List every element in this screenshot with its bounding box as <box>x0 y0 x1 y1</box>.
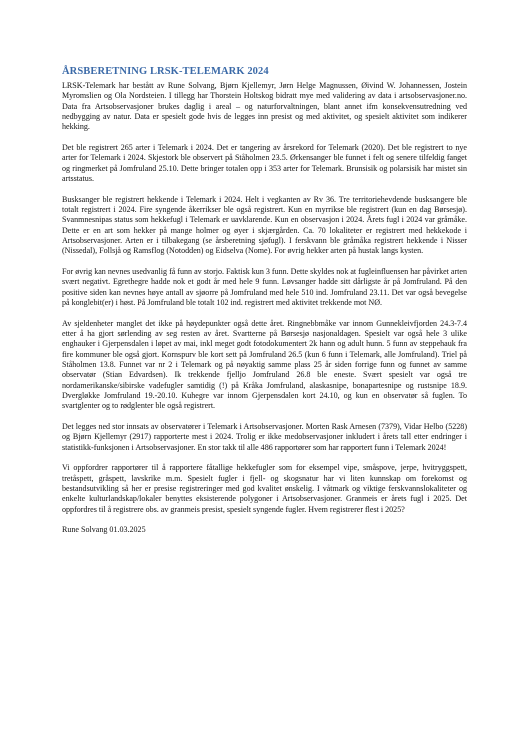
document-page <box>62 66 467 536</box>
paragraph-rarities: Av sjeldenheter manglet det ikke på høydepunkter også dette året. Ringnebbmåke var innom Gunnekleivfjorden 24.3-7.4 etter å ha gjort sørlending av seg resten av året. Svartterne på Børsesjø nasjonaldagen. Spesielt var også hele 3 ulike enghauker i Gjerpensdalen i løpet av mai, inkl meget godt fotodokumentert 2k hann og adult hunn. 5 funn av steppehauk fra fire kommuner ble også gjort. Kornspurv ble kort sett på Jomfruland 26.5 (kun 6 funn i Telemark, alle Jomfruland). Triel på Ståholmen 13.8. Funnet var nr 2 i Telemark og på nøyaktig samme plass 25 år siden forrige funn og funnet av samme observatør (Stian Edvardsen). Ik trekkende fjelljo Jomfruland 26.8 ble eneste. Svært spesielt var også tre nordamerikanske/sibirske vadefugler samtidig (!) på Kråka Jomfruland, alaskasnipe, bonapartesnipe og rustsnipe 18.9. Dvergløkke Jomfruland 19.-20.10. Kuhegre var innom Gjerpensdalen kort 24.10, og kun en observatør så fuglen. To svartglenter og to rødglenter ble også registrert. <box>62 318 467 411</box>
paragraph-species-count: Det ble registrert 265 arter i Telemark i 2024. Det er tangering av årsrekord for Telemark (2020). Det ble registrert to nye arter for Telemark i 2024. Skjestork ble observert på Ståholmen 23.5. Ørkensanger ble funnet i felt og senere tilfeldig fanget og ringmerket på Jomfruland 25.10. Dette bringer totalen opp i 353 arter for Telemark. Brunsisik og polarsisik har mistet sin artsstatus. <box>62 143 467 184</box>
signature: Rune Solvang 01.03.2025 <box>62 525 146 535</box>
paragraph-notable-trends: For øvrig kan nevnes usedvanlig få funn av storjo. Faktisk kun 3 funn. Dette skyldes nok at fugleinfluensen har påvirket arten svært negativt. Egrethegre hadde nok et godt år med hele 9 funn. Løvsanger hadde sitt dårligste år på Jomfruland. På den positive siden kan nevnes høye antall av sjøorre på Jomfruland med hele 510 ind. Jomfruland 23.11. Det var også bevegelse på konglebit(er) i høst. På Jomfruland ble totalt 102 ind. registrert med aktivitet trekkende mot NØ. <box>62 267 467 308</box>
paragraph-breeding: Busksanger ble registrert hekkende i Telemark i 2024. Helt i vegkanten av Rv 36. Tre territoriehevdende busksangere ble totalt registrert i 2024. Fire syngende åkerrikser ble også registrert. Kun en myrrikse ble registrert (kun en dag Børsesjø). Svanmnesnipas status som hekkefugl i Telemark er uavklarende. Kun en observasjon i 2024. Årets fugl i 2024 var gråmåke. Dette er en art som hekker på mange holmer og øyer i skjærgården. Ca. 70 lokaliteter er registrert med hekkekode i Artsobservasjoner. Arten er i tilbakegang (se årsberetning sjøfugl). I ferskvann ble gråmåka registrert hekkende i Nisser (Nissedal), Follsjå og Ramsflog (Notodden) og Eidselva (Nome). For øvrig hekker arten på hustak langs kysten. <box>62 194 467 256</box>
paragraph-encouragement: Vi oppfordrer rapportører til å rapportere fåtallige hekkefugler som for eksempel vipe, småspove, jerpe, hvitryggspett, tretåspett, gråspett, lavskrike m.m. Spesielt fugler i fjell- og skogsnatur har vi liten kunnskap om forekomst og bestandsutvikling så her er presise registreringer med god kvalitet ønskelig. I våtmark og viktige ferskvannslokaliteter og enkelte kulturlandskap/lokaler benyttes eksisterende polygoner i Artsobservasjoner. Granmeis er årets fugl i 2025. Det oppfordres til å registrere obs. av granmeis presist, spesielt syngende fugler. Hvem registrerer flest i 2025? <box>62 463 467 514</box>
document-title: ÅRSBERETNING LRSK-TELEMARK 2024 <box>62 66 269 77</box>
paragraph-committee: LRSK-Telemark har bestått av Rune Solvang, Bjørn Kjellemyr, Jørn Helge Magnussen, Øivind W. Johannessen, Jostein Myromslien og Ola Nordsteien. I tillegg har Thorstein Holtskog bidratt mye med validering av data i artsobservasjoner.no. Data fra Artsobservasjoner brukes daglig i areal – og naturforvaltningen, blant annet ifm konsekvensutredning ved nedbygging av natur. Data er spesielt gode hvis de legges inn presist og med aktivitet, og spesielt aktivitet som indikerer hekking. <box>62 81 467 132</box>
paragraph-observers: Det legges ned stor innsats av observatører i Telemark i Artsobservasjoner. Morten Rask Arnesen (7379), Vidar Helbo (5228) og Bjørn Kjellemyr (2917) rapporterte mest i 2024. Trolig er ikke medobservasjoner inkludert i årets tall etter endringer i statistikk-funksjonen i Artsobservasjoner. En stor takk til alle 486 rapportører som har rapportert funn i Telemark 2024! <box>62 422 467 452</box>
